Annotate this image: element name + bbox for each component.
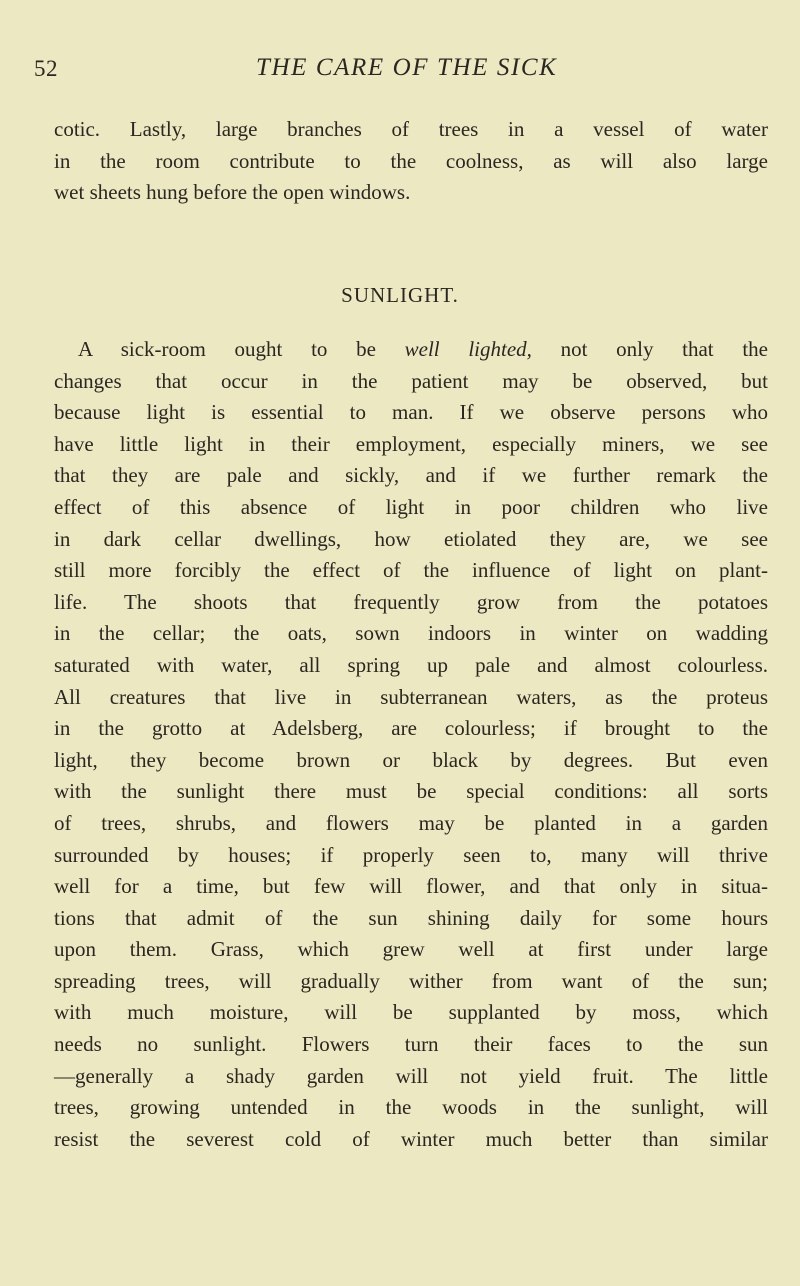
- text-line: with the sunlight there must be special conditions: all sorts: [54, 779, 768, 804]
- text-line: All creatures that live in subterranean waters, as the proteus: [54, 684, 768, 709]
- text-line: with much moisture, will be supplanted by moss, which: [54, 1000, 768, 1025]
- text-line: saturated with water, all spring up pale and almost colourless.: [54, 652, 768, 677]
- text-segment: A sick-room ought to be: [78, 337, 405, 361]
- text-line: changes that occur in the patient may be observed, but: [54, 368, 768, 393]
- text-line-first: [54, 334, 768, 366]
- text-line: have little light in their employment, especially miners, we see: [54, 431, 768, 456]
- text-line: spreading trees, will gradually wither from want of the sun;: [54, 968, 768, 993]
- section-heading: SUNLIGHT.: [341, 283, 459, 307]
- text-line: that they are pale and sickly, and if we further remark the: [54, 463, 768, 488]
- text-line: still more forcibly the effect of the influence of light on plant-: [54, 558, 768, 583]
- text-line: in the room contribute to the coolness, as will also large: [54, 148, 768, 173]
- text-line: upon them. Grass, which grew well at first under large: [54, 937, 768, 962]
- text-line: tions that admit of the sun shining daily for some hours: [54, 905, 768, 930]
- text-line: of trees, shrubs, and flowers may be planted in a garden: [54, 810, 768, 835]
- text-segment: not only that the: [531, 337, 768, 361]
- text-line: well for a time, but few will flower, and that only in situa-: [54, 874, 768, 899]
- text-line: because light is essential to man. If we observe persons who: [54, 400, 768, 425]
- running-title: THE CARE OF THE SICK: [256, 54, 558, 81]
- text-line: in the cellar; the oats, sown indoors in winter on wadding: [54, 621, 768, 646]
- running-head: [34, 56, 774, 96]
- text-line: trees, growing untended in the woods in the sunlight, will: [54, 1095, 768, 1120]
- text-line: resist the severest cold of winter much better than similar: [54, 1126, 768, 1151]
- text-line: in the grotto at Adelsberg, are colourless; if brought to the: [54, 716, 768, 741]
- text-line: effect of this absence of light in poor children who live: [54, 494, 768, 519]
- text-line: light, they become brown or black by degrees. But even: [54, 747, 768, 772]
- text-line: life. The shoots that frequently grow from the potatoes: [54, 589, 768, 614]
- text-line: needs no sunlight. Flowers turn their faces to the sun: [54, 1032, 768, 1057]
- text-line: wet sheets hung before the open windows.: [54, 180, 411, 205]
- sunlight-paragraph: [54, 334, 768, 1155]
- text-line: cotic. Lastly, large branches of trees in a vessel of water: [54, 117, 768, 141]
- page-number: 52: [34, 56, 58, 81]
- text-line: in dark cellar dwellings, how etiolated they are, we see: [54, 526, 768, 551]
- text-line: —generally a shady garden will not yield fruit. The little: [54, 1063, 768, 1088]
- emphasized-text: well lighted,: [404, 337, 532, 361]
- intro-paragraph: [54, 114, 768, 209]
- text-line: surrounded by houses; if properly seen to, many will thrive: [54, 842, 768, 867]
